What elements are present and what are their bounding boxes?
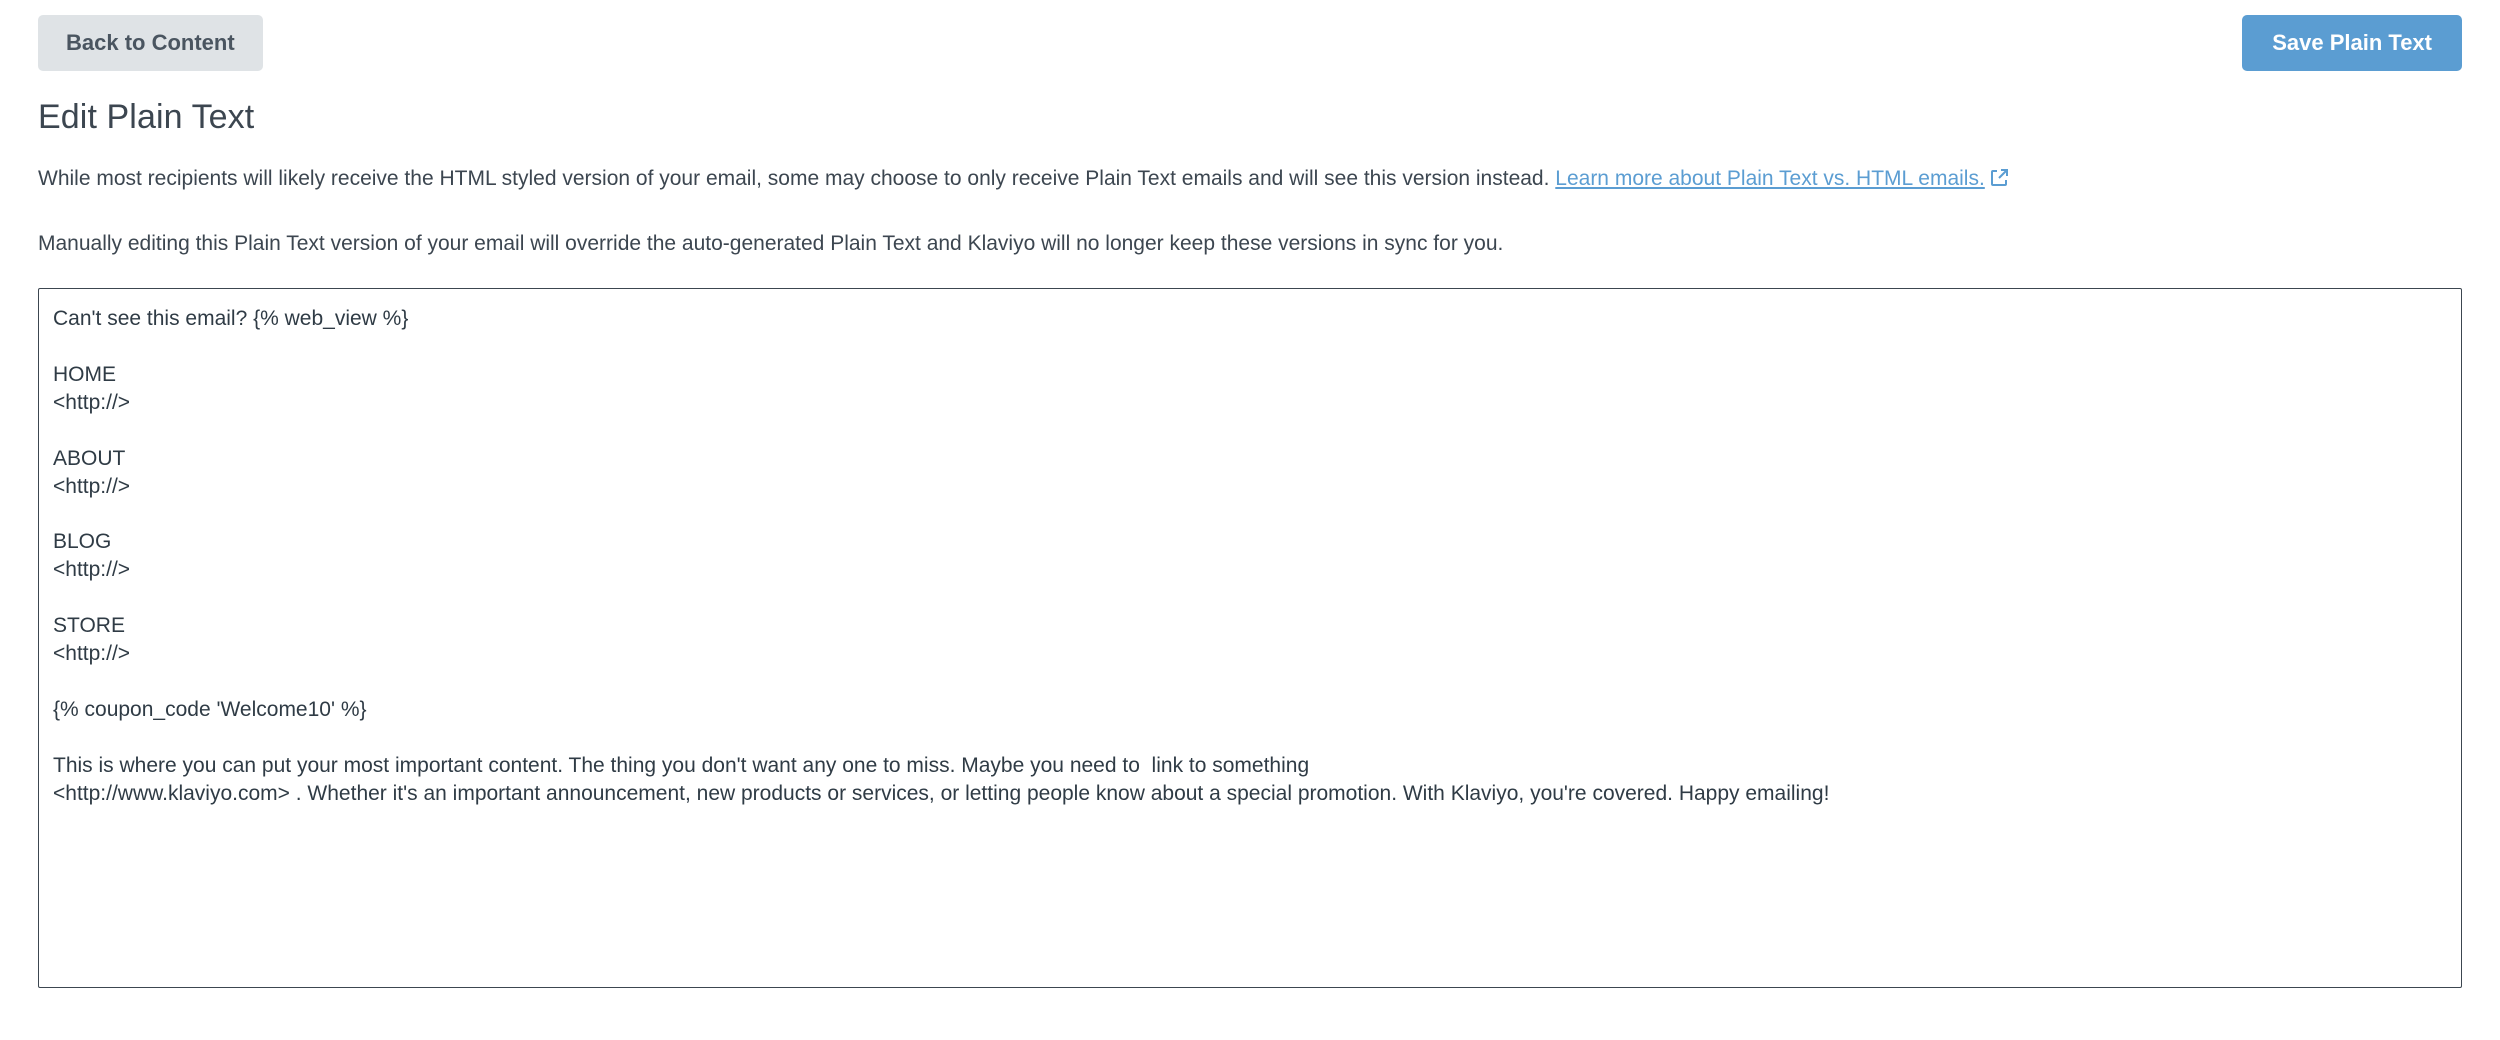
plain-text-editor[interactable] [38, 288, 2462, 988]
intro-paragraph-1-text: While most recipients will likely receive the HTML styled version of your email, some may choose to only receive Plain Text emails and will see this version instead. [38, 167, 1556, 190]
back-to-content-button[interactable]: Back to Content [38, 15, 263, 71]
plain-text-help-link[interactable]: Learn more about Plain Text vs. HTML emails. [1555, 167, 1985, 190]
page-title: Edit Plain Text [38, 98, 255, 136]
external-link-icon [1990, 165, 2008, 198]
plain-text-editor-wrapper [38, 288, 2462, 988]
save-plain-text-button[interactable]: Save Plain Text [2242, 15, 2462, 71]
toolbar [38, 0, 2462, 84]
intro-paragraph-2: Manually editing this Plain Text version of your email will override the auto-generated Plain Text and Klaviyo will no longer keep these versions in sync for you. [38, 231, 1504, 255]
intro-paragraph-1 [38, 163, 2458, 198]
